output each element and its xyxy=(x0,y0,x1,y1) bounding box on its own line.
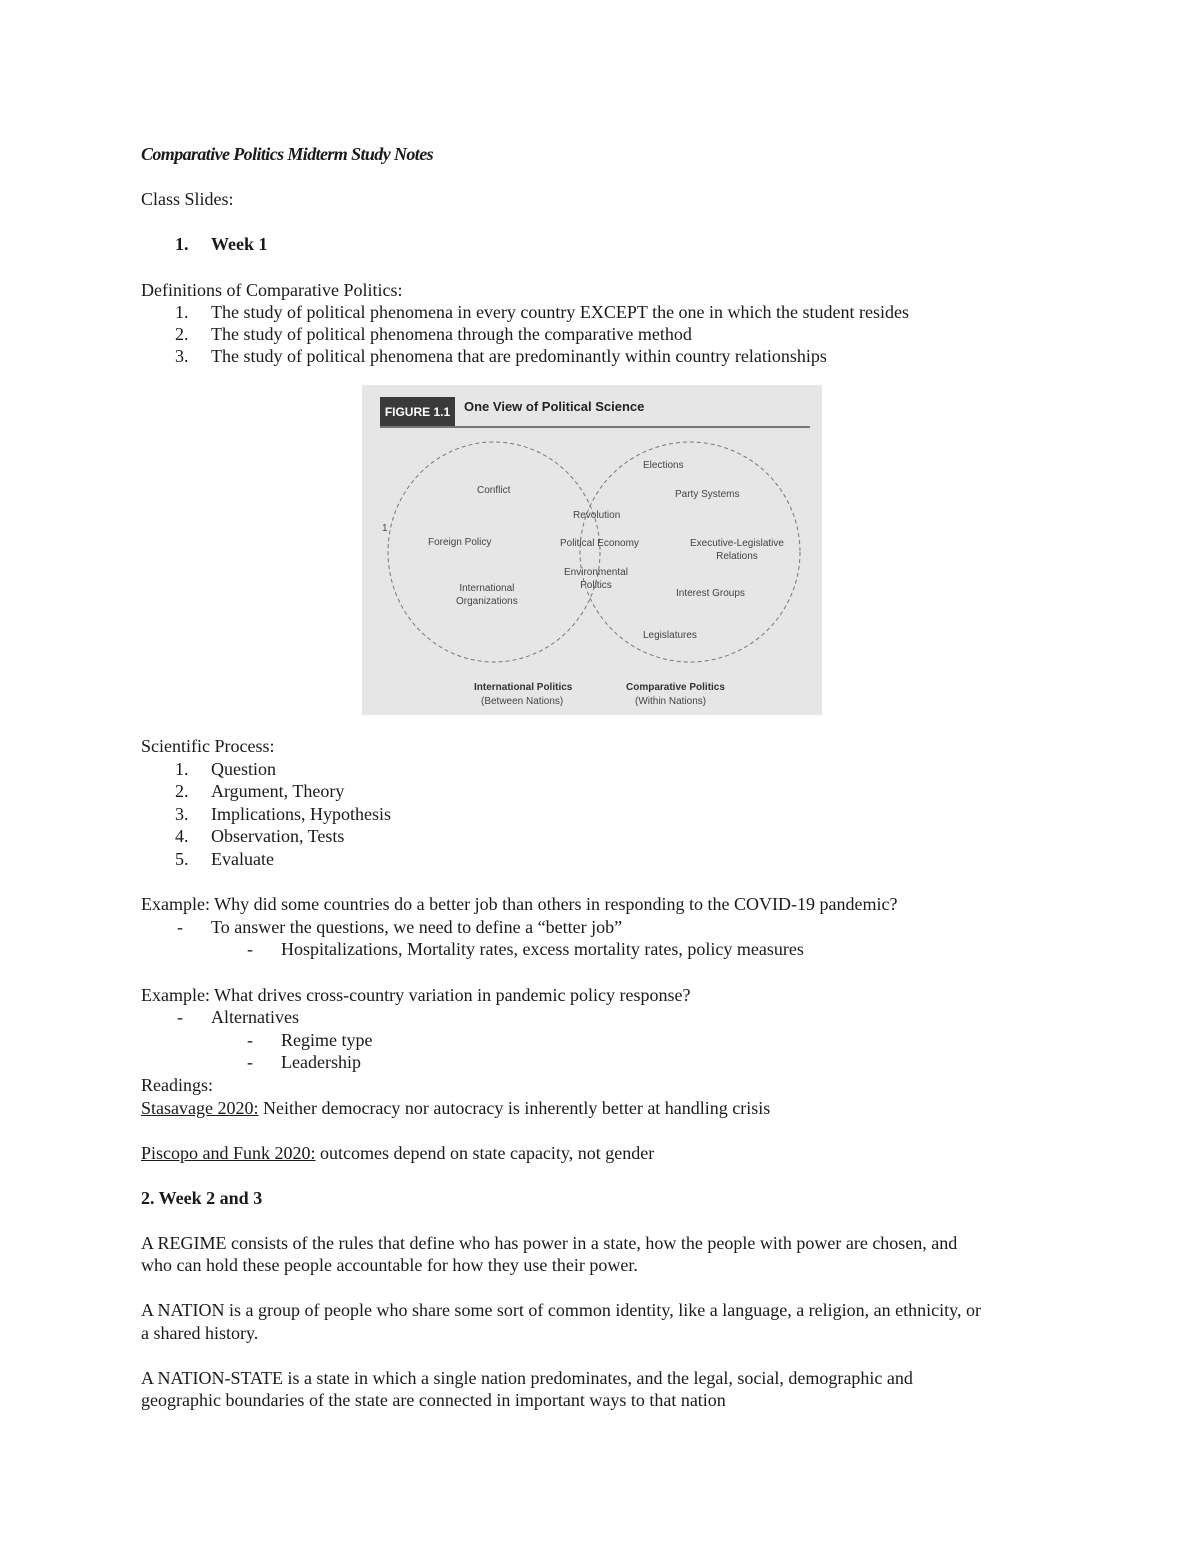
right-label: Legislatures xyxy=(643,630,697,641)
dash-bullet: - xyxy=(177,1007,183,1027)
dash-bullet: - xyxy=(247,939,253,959)
left-label: Foreign Policy xyxy=(428,537,492,548)
left-label: International Organizations xyxy=(456,583,518,607)
definition-item: The study of political phenomena through the comparative method xyxy=(211,324,692,344)
reading-2-ref: Piscopo and Funk 2020: xyxy=(141,1143,316,1163)
example-2: Example: What drives cross-country variation in pandemic policy response? xyxy=(141,985,691,1005)
right-label: Party Systems xyxy=(675,489,740,500)
left-label: Conflict xyxy=(477,485,511,496)
left-circle xyxy=(388,442,600,662)
definition-item: The study of political phenomena in every country EXCEPT the one in which the student resides xyxy=(211,302,910,322)
week1-number: 1. xyxy=(175,234,189,254)
step-item: Argument, Theory xyxy=(211,781,345,801)
reading-1-text: Neither democracy nor autocracy is inherently better at handling crisis xyxy=(258,1098,771,1118)
overlap-label: Environmental Politics xyxy=(564,567,628,591)
readings-heading: Readings: xyxy=(141,1075,213,1095)
example-1-subsub: Hospitalizations, Mortality rates, excess mortality rates, policy measures xyxy=(281,939,804,959)
overlap-label: Revolution xyxy=(573,510,621,521)
nation-state-definition: geographic boundaries of the state are connected in important ways to that nation xyxy=(141,1390,726,1410)
document-title: Comparative Politics Midterm Study Notes xyxy=(141,144,433,164)
week23-heading: 2. Week 2 and 3 xyxy=(141,1188,263,1208)
dash-bullet: - xyxy=(177,917,183,937)
overlap-label: Political Economy xyxy=(560,538,639,549)
right-label: Elections xyxy=(643,460,684,471)
scientific-heading: Scientific Process: xyxy=(141,736,275,756)
dash-bullet: - xyxy=(247,1052,253,1072)
example-1-sub: To answer the questions, we need to define a “better job” xyxy=(211,917,623,937)
caption-right-sub: (Within Nations) xyxy=(635,696,707,707)
example-2-sub: Alternatives xyxy=(211,1007,299,1027)
nation-state-definition: A NATION-STATE is a state in which a single nation predominates, and the legal, social, demographic and xyxy=(141,1368,913,1388)
right-label: Executive-Legislative Relations xyxy=(690,538,784,562)
reading-2 xyxy=(141,1142,654,1164)
nation-definition: a shared history. xyxy=(141,1323,259,1343)
step-item: Evaluate xyxy=(211,849,274,869)
step-item: Question xyxy=(211,759,276,779)
list-number: 2. xyxy=(175,324,189,344)
side-mark: 1 xyxy=(382,523,388,534)
right-label: Interest Groups xyxy=(676,588,745,599)
reading-2-text: outcomes depend on state capacity, not gender xyxy=(315,1143,655,1163)
reading-1 xyxy=(141,1097,770,1119)
list-number: 1. xyxy=(175,302,189,322)
definition-item: The study of political phenomena that are predominantly within country relationships xyxy=(211,346,827,366)
list-number: 3. xyxy=(175,804,189,824)
example-1: Example: Why did some countries do a better job than others in responding to the COVID-19 pandemic? xyxy=(141,894,898,914)
reading-1-ref: Stasavage 2020: xyxy=(141,1098,259,1118)
list-number: 3. xyxy=(175,346,189,366)
nation-definition: A NATION is a group of people who share some sort of common identity, like a language, a religion, an ethnicity, or xyxy=(141,1300,981,1320)
example-2-item: Leadership xyxy=(281,1052,361,1072)
caption-left-sub: (Between Nations) xyxy=(481,696,564,707)
list-number: 5. xyxy=(175,849,189,869)
example-2-item: Regime type xyxy=(281,1030,373,1050)
definitions-heading: Definitions of Comparative Politics: xyxy=(141,280,403,300)
venn-figure xyxy=(362,385,822,715)
regime-definition: A REGIME consists of the rules that define who has power in a state, how the people with power are chosen, and xyxy=(141,1233,958,1253)
class-slides-label: Class Slides: xyxy=(141,189,234,209)
regime-definition: who can hold these people accountable for how they use their power. xyxy=(141,1255,638,1275)
figure-label: FIGURE 1.1 xyxy=(380,397,455,427)
week1-heading: Week 1 xyxy=(211,234,268,254)
step-item: Observation, Tests xyxy=(211,826,345,846)
caption-right: Comparative Politics xyxy=(626,682,725,693)
caption-left: International Politics xyxy=(474,682,573,693)
list-number: 1. xyxy=(175,759,189,779)
list-number: 4. xyxy=(175,826,189,846)
step-item: Implications, Hypothesis xyxy=(211,804,391,824)
dash-bullet: - xyxy=(247,1030,253,1050)
figure-title: One View of Political Science xyxy=(464,399,645,414)
list-number: 2. xyxy=(175,781,189,801)
